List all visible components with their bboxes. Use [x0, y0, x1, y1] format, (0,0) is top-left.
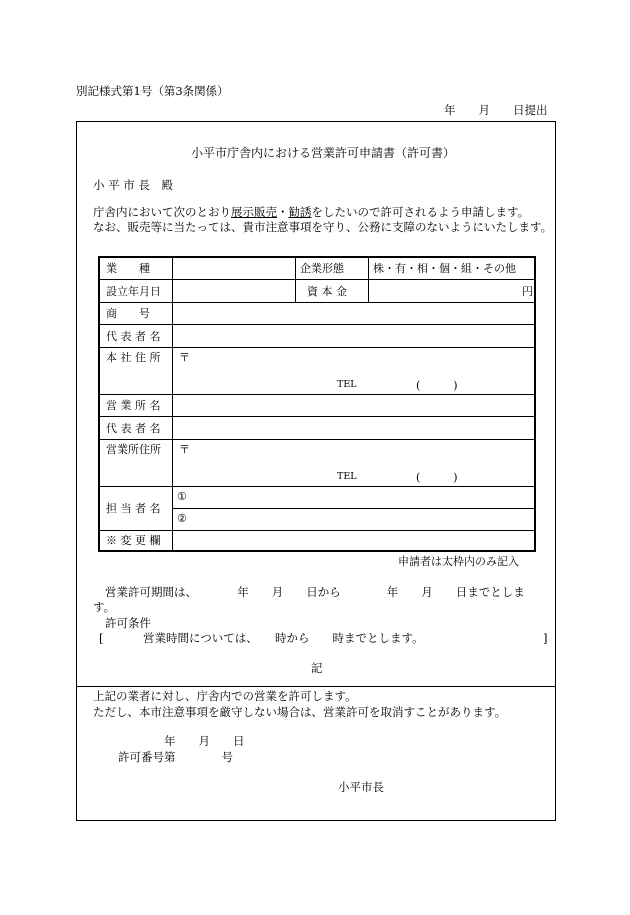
hq-postal-mark: 〒 — [179, 351, 190, 364]
form-reference: 別記様式第1号（第3条関係） — [76, 84, 229, 98]
approval-line-2: ただし、本市注意事項を厳守しない場合は、営業許可を取消すことがあります。 — [93, 705, 507, 719]
bracket-close: ] — [543, 631, 548, 645]
office-tel-label: TEL — [337, 471, 357, 482]
contact-person-1: ① — [177, 490, 187, 503]
applicant-table — [98, 256, 536, 552]
form-title: 小平市庁舎内における営業許可申請書（許可書） — [191, 146, 456, 160]
office-postal-mark: 〒 — [179, 443, 190, 456]
representative-label: 代 表 者 名 — [106, 330, 161, 343]
solicitation-option: 勧誘 — [288, 205, 312, 219]
addressee: 小 平 市 長 殿 — [93, 178, 173, 192]
office-address-label: 営業所住所 — [106, 443, 161, 456]
office-representative-label: 代 表 者 名 — [106, 422, 161, 435]
permit-period-line-2: す。 — [93, 600, 116, 614]
approval-divider — [76, 686, 556, 687]
submission-date: 年 月 日提出 — [444, 103, 548, 117]
contact-person-label: 担 当 者 名 — [106, 502, 161, 515]
trade-name-label: 商 号 — [106, 307, 150, 320]
exhibition-sales-option: 展示販売 — [231, 205, 277, 219]
approval-line-1: 上記の業者に対し、庁舎内での営業を許可します。 — [93, 689, 357, 703]
hq-tel-label: TEL — [337, 379, 357, 390]
office-name-label: 営 業 所 名 — [106, 399, 161, 412]
established-date-label: 設立年月日 — [106, 285, 161, 298]
company-type-options[interactable]: 株・有・相・個・組・その他 — [373, 262, 516, 275]
industry-label: 業 種 — [106, 262, 150, 275]
business-hours-condition: 営業時間については、 時から 時までとします。 — [143, 631, 424, 645]
approval-date: 年 月 日 — [164, 734, 245, 748]
yen-unit: 円 — [522, 285, 533, 298]
permit-conditions-label: 許可条件 — [105, 616, 151, 630]
contact-person-2: ② — [177, 512, 187, 525]
bracket-open: [ — [99, 631, 104, 645]
hq-address-label: 本 社 住 所 — [106, 351, 161, 364]
applicant-note: 申請者は太枠内のみ記入 — [398, 555, 519, 568]
capital-label: 資 本 金 — [307, 285, 347, 298]
hq-tel-parentheses: ( ) — [416, 379, 458, 392]
company-type-label: 企業形態 — [300, 262, 344, 275]
permit-number: 許可番号第 号 — [118, 750, 233, 764]
intro-line-1: 庁舎内において次のとおり展示販売・勧誘をしたいので許可されるよう申請します。 — [93, 205, 530, 219]
office-tel-parentheses: ( ) — [416, 471, 458, 484]
ki-mark: 記 — [311, 661, 323, 675]
permit-period-line-1: 営業許可期間は、 年 月 日から 年 月 日までとしま — [105, 585, 525, 599]
remarks-label: ※ 変 更 欄 — [106, 534, 161, 547]
intro-line-2: なお、販売等に当たっては、貴市注意事項を守り、公務に支障のないようにいたします。 — [93, 220, 553, 234]
issuer: 小平市長 — [338, 780, 384, 794]
